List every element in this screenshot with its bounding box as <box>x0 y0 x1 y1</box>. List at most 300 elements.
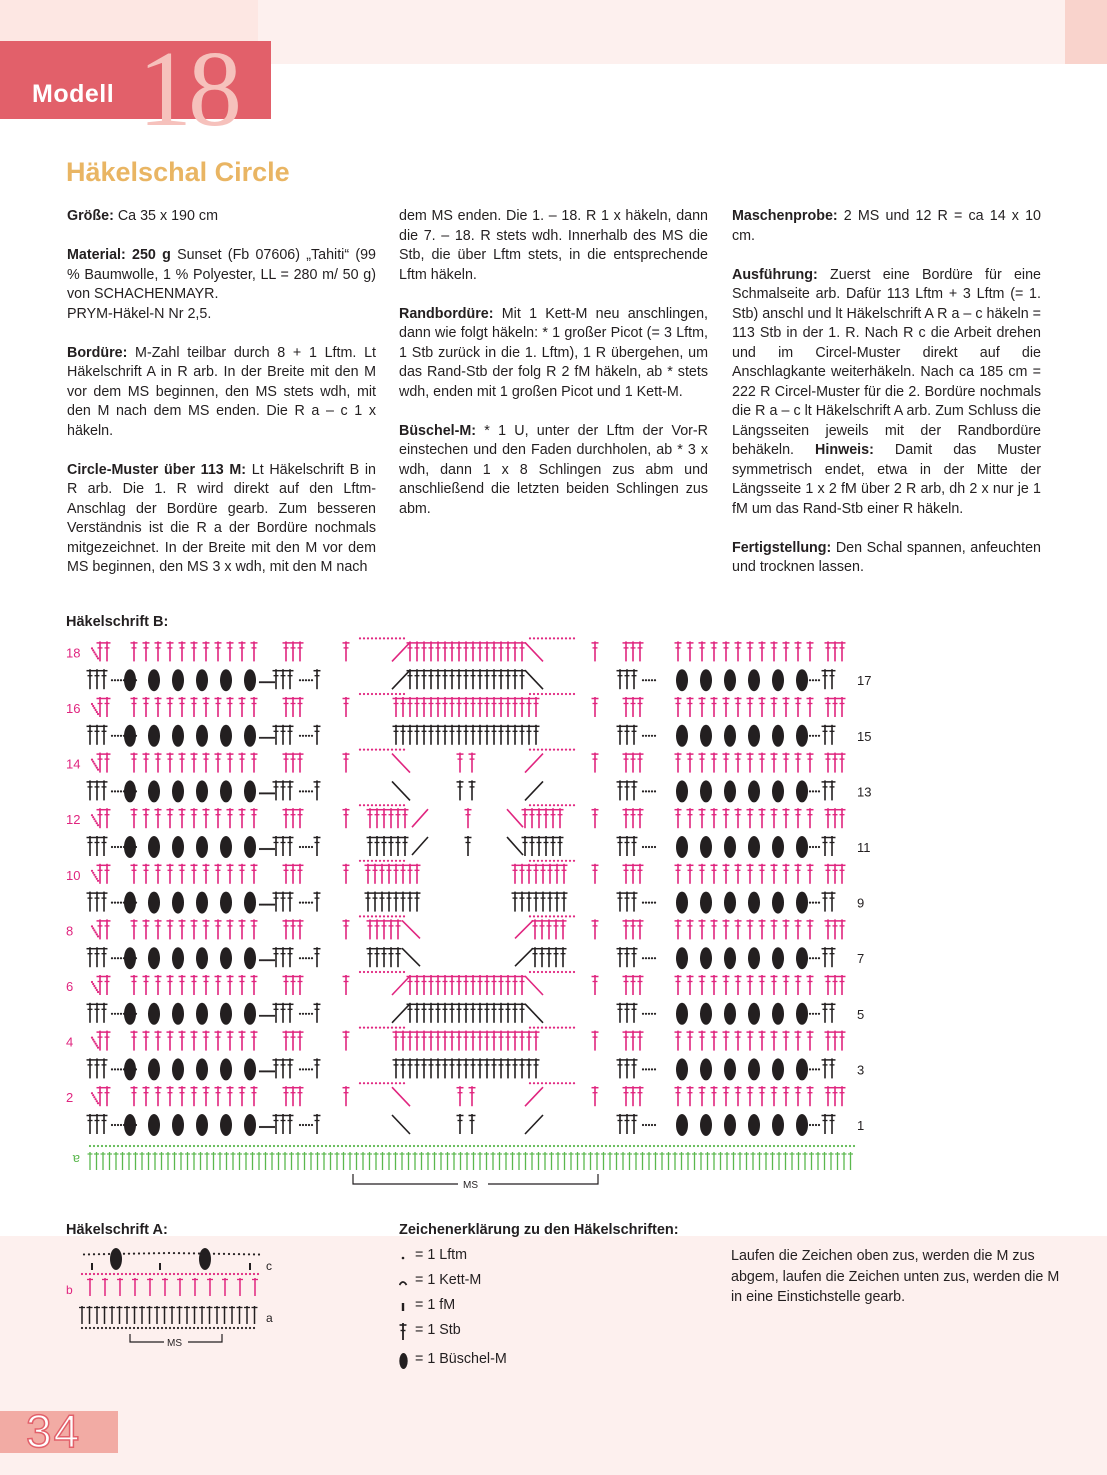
cluster-stitch-paragraph: Büschel-M: * 1 U, unter der Lftm der Vor-R einstechen und den Faden durchholen, ab * 3 x wdh, dann 1 x 8 Schlingen zus abm und anschließend die letzten beiden Schlingen zus abm. <box>399 422 708 517</box>
chain-dot <box>96 989 98 991</box>
chain-dot <box>168 1252 170 1254</box>
chain-dot <box>569 971 571 973</box>
chain-dot <box>149 1273 151 1275</box>
chain-dot <box>271 959 273 961</box>
chain-dot <box>259 681 261 683</box>
chain-dot <box>96 1100 98 1102</box>
chain-dot <box>111 957 113 959</box>
chain-dot <box>677 1145 679 1147</box>
row-label: 11 <box>857 840 871 855</box>
chain-dot <box>263 681 265 683</box>
chain-dot <box>573 1145 575 1147</box>
chain-dot <box>809 735 811 737</box>
chain-dot <box>361 1145 363 1147</box>
chain-dot <box>95 1043 97 1045</box>
chain-dot <box>593 1145 595 1147</box>
chain-dot <box>261 848 263 850</box>
chain-dot <box>91 647 93 649</box>
chain-dot <box>129 679 131 681</box>
chain-dot <box>126 790 128 792</box>
chain-dot <box>403 1082 405 1084</box>
modell-number: 18 <box>138 30 238 149</box>
chain-dot <box>365 1145 367 1147</box>
top-band-accent <box>1065 0 1107 64</box>
chain-dot <box>325 1145 327 1147</box>
chain-dot <box>141 1145 143 1147</box>
chain-dot <box>553 915 555 917</box>
chain-dot <box>387 915 389 917</box>
chain-dot <box>809 1124 811 1126</box>
chain-dot <box>367 1082 369 1084</box>
cluster-icon <box>399 1350 413 1370</box>
chain-dot <box>137 1327 139 1329</box>
chain-dot <box>363 749 365 751</box>
chain-dot <box>173 1252 175 1254</box>
chain-dot <box>138 1252 140 1254</box>
chain-dot <box>737 1145 739 1147</box>
cluster-stitch <box>748 947 760 969</box>
chain-dot <box>269 1070 271 1072</box>
chain-dot <box>123 1253 125 1255</box>
chain-dot <box>225 1145 227 1147</box>
chain-dot <box>120 790 122 792</box>
chain-dot <box>91 870 93 872</box>
chain-dot <box>589 1145 591 1147</box>
chain-dot <box>553 1027 555 1029</box>
cluster-stitch <box>748 1003 760 1025</box>
chain-dot <box>273 1070 275 1072</box>
cluster-stitch <box>724 669 736 691</box>
chain-dot <box>391 1082 393 1084</box>
cluster-stitch <box>244 1058 256 1080</box>
chain-dot <box>91 703 93 705</box>
chain-dot <box>92 705 94 707</box>
cluster-stitch <box>148 780 160 802</box>
chain-dot <box>225 1327 227 1329</box>
double-crochet-icon <box>399 1321 413 1341</box>
chain-dot <box>93 651 95 653</box>
cluster-stitch <box>676 1003 688 1025</box>
chain-dot <box>359 1027 361 1029</box>
chain-dot <box>645 1145 647 1147</box>
chain-dot <box>557 749 559 751</box>
chain-dot <box>241 1145 243 1147</box>
chain-dot <box>259 1015 261 1017</box>
cluster-stitch <box>220 1003 232 1025</box>
cluster-stitch <box>148 947 160 969</box>
chain-dot <box>269 681 271 683</box>
chain-dot <box>657 1145 659 1147</box>
chain-dot <box>529 1145 531 1147</box>
chain-dot <box>123 1124 125 1126</box>
chain-dot <box>111 790 113 792</box>
chain-dot <box>265 848 267 850</box>
chain-dot <box>259 904 261 906</box>
chain-dot <box>853 1145 855 1147</box>
cluster-stitch <box>700 836 712 858</box>
chain-dot <box>815 1124 817 1126</box>
chain-dot <box>114 1068 116 1070</box>
chain-dot <box>95 653 97 655</box>
chain-dot <box>673 1145 675 1147</box>
chain-dot <box>561 749 563 751</box>
chain-dot <box>148 1252 150 1254</box>
cluster-stitch <box>199 1248 211 1270</box>
cluster-stitch <box>676 892 688 914</box>
chain-dot <box>317 1145 319 1147</box>
chain-dot <box>815 846 817 848</box>
chain-dot <box>135 679 137 681</box>
chain-dot <box>812 790 814 792</box>
chain-dot <box>161 1145 163 1147</box>
chart-row <box>91 915 846 939</box>
cluster-stitch <box>748 725 760 747</box>
chain-dot <box>245 1273 247 1275</box>
ms-label: MS <box>463 1180 478 1191</box>
chain-dot <box>299 902 301 904</box>
chain-dot <box>193 1327 195 1329</box>
chain-dot <box>105 1145 107 1147</box>
chain-dot <box>85 1273 87 1275</box>
chain-dot <box>329 1145 331 1147</box>
chain-dot <box>367 637 369 639</box>
chain-dot <box>395 860 397 862</box>
chain-dot <box>258 1253 260 1255</box>
chain-dot <box>371 915 373 917</box>
page-title: Häkelschal Circle <box>66 157 290 187</box>
chain-dot <box>797 1145 799 1147</box>
chain-dot <box>565 1027 567 1029</box>
chain-dot <box>409 1145 411 1147</box>
chain-dot <box>549 971 551 973</box>
chain-dot <box>613 1145 615 1147</box>
chain-dot <box>533 804 535 806</box>
chain-dot <box>391 915 393 917</box>
chain-dot <box>238 1253 240 1255</box>
chain-dot <box>117 1273 119 1275</box>
cluster-stitch <box>796 1003 808 1025</box>
chart-note: Laufen die Zeichen oben zus, werden die M zus abgem, laufen die Zeichen unten zus, werden die M in eine Einstichstelle gearb. <box>731 1248 1060 1305</box>
chain-dot <box>648 846 650 848</box>
chain-dot <box>773 1145 775 1147</box>
chain-dot <box>205 1145 207 1147</box>
cluster-stitch <box>724 1114 736 1136</box>
ms-label: MS <box>167 1338 182 1349</box>
chain-dot <box>269 959 271 961</box>
chain-dot <box>391 749 393 751</box>
chain-dot <box>267 1015 269 1017</box>
chain-dot <box>725 1145 727 1147</box>
cluster-stitch <box>796 836 808 858</box>
finishing-paragraph: Fertigstellung: Den Schal spannen, anfeuchten und trocknen lassen. <box>732 539 1041 575</box>
chain-dot <box>163 1252 165 1254</box>
chain-dot <box>141 1327 143 1329</box>
chain-dot <box>541 971 543 973</box>
chain-dot <box>132 846 134 848</box>
chain-dot <box>161 1273 163 1275</box>
chain-dot <box>545 1082 547 1084</box>
chain-dot <box>109 1273 111 1275</box>
chain-dot <box>135 902 137 904</box>
chain-dot <box>729 1145 731 1147</box>
chain-dot <box>381 1145 383 1147</box>
chain-dot <box>379 1027 381 1029</box>
chain-dot <box>557 1082 559 1084</box>
chart-row <box>87 836 836 858</box>
chain-dot <box>261 1015 263 1017</box>
chain-dot <box>121 1145 123 1147</box>
diagonal-stitch <box>412 809 428 827</box>
cluster-stitch <box>796 947 808 969</box>
chain-dot <box>537 1145 539 1147</box>
chain-dot <box>383 1082 385 1084</box>
crochet-chart-a <box>60 1240 290 1362</box>
chain-dot <box>363 1027 365 1029</box>
chain-dot <box>95 987 97 989</box>
cluster-stitch <box>172 892 184 914</box>
chain-dot <box>89 1273 91 1275</box>
chain-dot <box>701 1145 703 1147</box>
chain-dot <box>601 1145 603 1147</box>
size-paragraph: Größe: Ca 35 x 190 cm <box>67 208 218 224</box>
chain-dot <box>561 693 563 695</box>
chain-dot <box>397 1145 399 1147</box>
chain-dot <box>253 1273 255 1275</box>
chain-dot <box>173 1145 175 1147</box>
chain-dot <box>97 935 99 937</box>
chain-dot <box>651 790 653 792</box>
chain-dot <box>123 735 125 737</box>
chain-dot <box>259 1126 261 1128</box>
chain-dot <box>311 1068 313 1070</box>
chain-dot <box>649 1145 651 1147</box>
chain-dot <box>308 679 310 681</box>
chain-dot <box>93 818 95 820</box>
chain-dot <box>135 1124 137 1126</box>
chain-dot <box>117 957 119 959</box>
chain-dot <box>245 1145 247 1147</box>
chain-dot <box>815 957 817 959</box>
chain-dot <box>573 1027 575 1029</box>
chain-dot <box>817 1145 819 1147</box>
chain-dot <box>371 693 373 695</box>
chain-dot <box>741 1145 743 1147</box>
chain-dot <box>645 846 647 848</box>
chain-dot <box>269 848 271 850</box>
chain-dot <box>189 1273 191 1275</box>
chain-dot <box>249 1273 251 1275</box>
chain-dot <box>91 1092 93 1094</box>
chain-dot <box>267 904 269 906</box>
chain-dot <box>545 804 547 806</box>
chain-dot <box>837 1145 839 1147</box>
chain-dot <box>132 1124 134 1126</box>
chain-dot <box>263 904 265 906</box>
cluster-stitch <box>700 725 712 747</box>
chain-dot <box>311 902 313 904</box>
chain-dot <box>169 1327 171 1329</box>
chain-dot <box>705 1145 707 1147</box>
chain-dot <box>625 1145 627 1147</box>
chain-dot <box>305 679 307 681</box>
chain-dot <box>537 1082 539 1084</box>
diagonal-stitch <box>392 754 410 773</box>
chain-dot <box>149 1327 151 1329</box>
chain-dot <box>642 735 644 737</box>
chain-dot <box>557 1145 559 1147</box>
chain-dot <box>263 737 265 739</box>
chain-dot <box>818 846 820 848</box>
cluster-stitch <box>244 1003 256 1025</box>
chain-dot <box>92 1094 94 1096</box>
chain-dot <box>549 637 551 639</box>
chain-dot <box>257 1145 259 1147</box>
chain-dot <box>135 790 137 792</box>
chain-dot <box>557 971 559 973</box>
chain-dot <box>253 1253 255 1255</box>
chain-dot <box>391 804 393 806</box>
chain-dot <box>375 1082 377 1084</box>
chain-dot <box>197 1327 199 1329</box>
chain-dot <box>111 679 113 681</box>
chart-row <box>91 1082 846 1106</box>
cluster-stitch <box>700 1058 712 1080</box>
chain-dot <box>97 1273 99 1275</box>
cluster-stitch <box>220 1114 232 1136</box>
chain-dot <box>363 804 365 806</box>
row-label: 1 <box>857 1118 865 1133</box>
cluster-stitch <box>244 725 256 747</box>
cluster-stitch <box>220 725 232 747</box>
chain-dot <box>93 1273 95 1275</box>
chain-dot <box>126 902 128 904</box>
chain-dot <box>153 1273 155 1275</box>
chain-dot <box>109 1145 111 1147</box>
chain-dot <box>375 971 377 973</box>
slip-stitch-icon <box>399 1271 413 1291</box>
chain-dot <box>573 860 575 862</box>
chain-dot <box>541 1027 543 1029</box>
chain-dot <box>129 1124 131 1126</box>
chain-dot <box>111 846 113 848</box>
diagonal-stitch <box>525 642 543 661</box>
chain-dot <box>185 1273 187 1275</box>
chain-dot <box>123 1013 125 1015</box>
chain-dot <box>561 860 563 862</box>
cluster-stitch <box>172 1003 184 1025</box>
chain-dot <box>777 1145 779 1147</box>
chain-dot <box>697 1145 699 1147</box>
chain-dot <box>403 1027 405 1029</box>
chain-dot <box>425 1145 427 1147</box>
row-label: 18 <box>66 645 81 661</box>
chain-dot <box>457 1145 459 1147</box>
chain-dot <box>111 735 113 737</box>
chain-dot <box>273 848 275 850</box>
chain-dot <box>157 1273 159 1275</box>
chain-dot <box>93 1327 95 1329</box>
chain-dot <box>749 1145 751 1147</box>
diagonal-stitch <box>402 920 420 938</box>
diagonal-stitch <box>525 781 543 800</box>
chain-dot <box>259 959 261 961</box>
chain-dot <box>157 1145 159 1147</box>
chain-dot <box>815 790 817 792</box>
chain-dot <box>273 1145 275 1147</box>
chain-dot <box>537 804 539 806</box>
single-crochet-icon <box>399 1296 413 1316</box>
chain-dot <box>93 1253 95 1255</box>
chain-dot <box>359 915 361 917</box>
chain-dot <box>642 679 644 681</box>
chain-dot <box>97 657 99 659</box>
chain-dot <box>648 679 650 681</box>
chain-dot <box>533 1082 535 1084</box>
chain-dot <box>573 693 575 695</box>
chain-dot <box>617 1145 619 1147</box>
chain-dot <box>92 983 94 985</box>
chain-dot <box>553 804 555 806</box>
chain-dot <box>198 1252 200 1254</box>
chain-dot <box>651 1013 653 1015</box>
chain-dot <box>573 749 575 751</box>
chain-dot <box>565 1082 567 1084</box>
chain-dot <box>661 1145 663 1147</box>
page-number: 34 <box>26 1405 82 1457</box>
chain-dot <box>363 693 365 695</box>
row-label: 14 <box>66 756 81 772</box>
diagonal-stitch <box>507 837 523 855</box>
chain-dot <box>169 1273 171 1275</box>
chain-dot <box>569 804 571 806</box>
chain-dot <box>165 1145 167 1147</box>
chain-dot <box>733 1145 735 1147</box>
chain-dot <box>308 902 310 904</box>
chain-dot <box>651 735 653 737</box>
chain-dot <box>815 902 817 904</box>
chain-dot <box>399 915 401 917</box>
chain-dot <box>815 1068 817 1070</box>
chain-dot <box>117 1145 119 1147</box>
chain-dot <box>126 1013 128 1015</box>
chain-dot <box>93 1145 95 1147</box>
chain-dot <box>299 679 301 681</box>
chain-dot <box>375 915 377 917</box>
chain-dot <box>181 1327 183 1329</box>
chain-dot <box>302 735 304 737</box>
chain-dot <box>399 693 401 695</box>
chain-dot <box>651 957 653 959</box>
chain-dot <box>135 1068 137 1070</box>
cluster-stitch <box>772 669 784 691</box>
diagonal-stitch <box>515 920 533 938</box>
chain-dot <box>273 959 275 961</box>
chain-dot <box>297 1145 299 1147</box>
chain-dot <box>367 860 369 862</box>
chain-dot <box>821 1145 823 1147</box>
chain-dot <box>157 1327 159 1329</box>
chain-dot <box>441 1145 443 1147</box>
chain-dot <box>537 915 539 917</box>
chain-dot <box>513 1145 515 1147</box>
chain-dot <box>541 915 543 917</box>
row-label: 15 <box>857 728 872 744</box>
chain-dot <box>549 915 551 917</box>
chain-dot <box>654 1013 656 1015</box>
chain-dot <box>549 693 551 695</box>
chain-dot <box>421 1145 423 1147</box>
chain-dot <box>537 637 539 639</box>
